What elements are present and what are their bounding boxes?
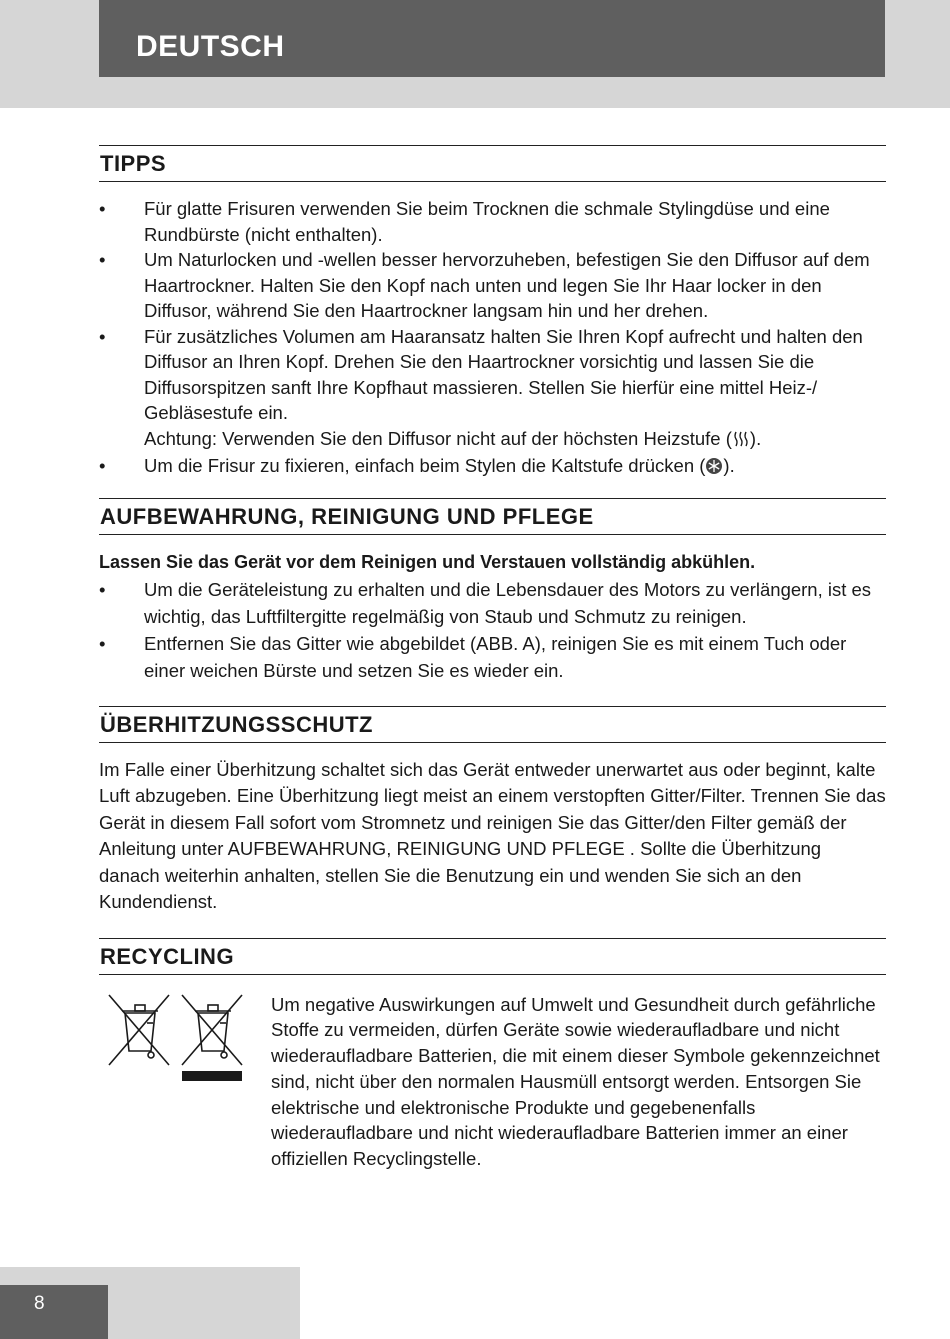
care-item-2: • Entfernen Sie das Gitter wie abgebildet (ABB. A), reinigen Sie es mit einem Tuch oder einer weichen Bürste und setzen Sie es wieder ein. [99,630,886,684]
tips-list [99,196,886,481]
tips-warning-end: ). [749,427,762,449]
tips-item-2: • Um Naturlocken und -wellen besser hervorzuheben, befestigen Sie den Diffusor auf dem Haartrockner. Halten Sie den Kopf nach unten und legen Sie Ihr Haar locker in den Diffusor, während Sie den Haartrockner langsam hin und her drehen. [99,247,886,324]
care-list [99,576,886,684]
care-heading: AUFBEWAHRUNG, REINIGUNG UND PFLEGE [99,498,886,535]
tips-item-1: • Für glatte Frisuren verwenden Sie beim Trocknen die schmale Stylingdüse und eine Rundbürste (nicht enthalten). [99,196,886,247]
care-lead: Lassen Sie das Gerät vor dem Reinigen und Verstauen vollständig abkühlen. [99,551,756,572]
recycling-block [99,975,886,1205]
tips-warning-text: Achtung: Verwenden Sie den Diffusor nicht auf der höchsten Heizstufe ( [144,427,732,449]
recycling-heading: RECYCLING [99,938,886,975]
overheat-text: Im Falle einer Überhitzung schaltet sich das Gerät entweder unerwartet aus oder beginnt, kalte Luft abzugeben. Eine Überhitzung liegt meist an einem verstopften Gitter/Filter. Trennen Sie das Gerät in diesem Fall sofort vom Stromnetz und reinigen Sie das Gitter/den Filter gemäß der Anleitung unter AUFBEWAHRUNG, REINIGUNG UND PFLEGE . Sollte die Überhitzung danach weiterhin anhalten, stellen Sie die Benutzung ein und wenden Sie sich an den Kundendienst. [99,758,886,912]
page-number-box [0,1285,108,1339]
crossed-bin-bar-icon [180,993,244,1085]
heat-wave-icon [732,432,750,449]
tips-heading: TIPPS [99,145,886,182]
tips-warning [144,426,886,454]
care-item-1: • Um die Geräteleistung zu erhalten und die Lebensdauer des Motors zu verlängern, ist es wichtig, das Luftfiltergitte regelmäßig von Staub und Schmutz zu reinigen. [99,576,886,630]
overheat-heading: ÜBERHITZUNGSSCHUTZ [99,706,886,743]
page-number: 8 [34,1293,45,1314]
tips-item-4-end: ). [723,455,735,476]
page-content [99,145,886,1205]
language-title: DEUTSCH [136,30,285,63]
tips-item-3 [99,324,886,454]
language-bar [99,0,885,77]
recycling-text: Um negative Auswirkungen auf Umwelt und Gesundheit durch gefährliche Stoffe zu vermeiden, dürfen Geräte sowie wiederaufladbare und nicht wiederaufladbare Batterien, die mit einem dieser Symbole gekennzeichnet sind, nicht über den normalen Hausmüll entsorgt werden. Entsorgen Sie elektrische und elektronische Produkte und gegebenenfalls wiederaufladbare und nicht wiederaufladbare Batterien immer an einer offiziellen Recyclingstelle. [271,993,880,1170]
recycling-symbols [107,993,247,1093]
tips-item-4-text: Um die Frisur zu fixieren, einfach beim Stylen die Kaltstufe drücken ( [144,455,706,476]
crossed-bin-icon [107,993,171,1069]
tips-item-4 [99,453,886,481]
snowflake-icon [705,459,723,476]
tips-item-3-text: Für zusätzliches Volumen am Haaransatz halten Sie Ihren Kopf aufrecht und halten den Diffusor an Ihren Kopf. Drehen Sie den Haartrockner vorsichtig und lassen Sie die Diffusorspitzen sanft Ihre Kopfhaut massieren. Stellen Sie hierfür eine mittel Heiz-/ Gebläsestufe ein. [144,325,863,423]
